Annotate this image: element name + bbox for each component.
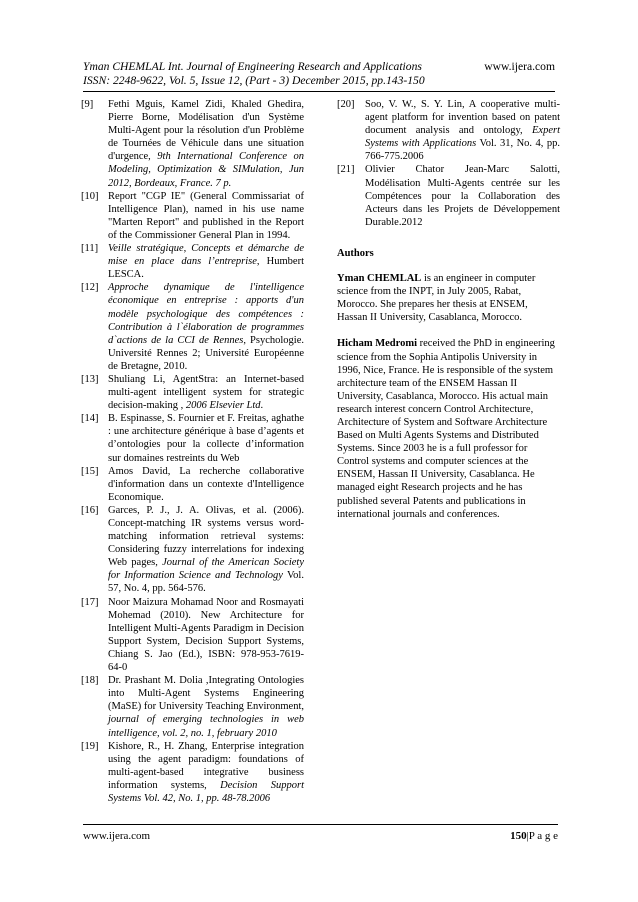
- reference-number: [21]: [337, 164, 355, 176]
- reference-segment: , Psychologie. Université Rennes 2; Université Européenne de Bretagne, 2010.: [108, 334, 304, 372]
- reference-number: [13]: [81, 373, 99, 385]
- reference-text: [108, 740, 304, 805]
- reference-source: 9th International Conference on Modeling, Optimization & SIMulation, Jun 2012, Bordeaux, France. 7 p.: [108, 151, 305, 189]
- reference-segment: Garces, P. J., J. A. Olivas, et al. (2006). Concept-matching IR systems versus word-matching information retrieval systems: Considering fuzzy interrelations for indexing Web pages,: [108, 504, 304, 569]
- authors-heading: Authors: [337, 247, 374, 259]
- reference-segment: Noor Maizura Mohamad Noor and Rosmayati Mohemad (2010). New Architecture for Intelligent Multi-Agents Paradigm in Decision Support System, Decision Support Systems, Chiang S. Jao (Ed.), ISBN: 978-953-7619- 64-0: [108, 596, 304, 674]
- reference-segment: Report "CGP IE" (General Commissariat of Intelligence Plan), named in his use name "Marten Report" and published in the Report of the Commissioner General Plan in 1994.: [108, 190, 304, 241]
- journal-title: Yman CHEMLAL Int. Journal of Engineering Research and Applications: [83, 60, 422, 73]
- reference-text: [108, 190, 304, 242]
- reference-item: [337, 163, 560, 228]
- reference-number: [12]: [81, 282, 99, 294]
- page-number: [510, 830, 558, 842]
- issn-line: ISSN: 2248-9622, Vol. 5, Issue 12, (Part - 3) December 2015, pp.143-150: [83, 74, 425, 87]
- footer-url[interactable]: www.ijera.com: [83, 830, 151, 842]
- reference-text: [108, 674, 304, 739]
- reference-source: journal of emerging technologies in web intelligence, vol. 2, no. 1, february 2010: [108, 714, 304, 739]
- reference-segment: Vol. 57, No. 4, pp. 564-576.: [108, 570, 304, 595]
- reference-source: Veille stratégique, Concepts et démarche de mise en place dans l’entreprise: [108, 243, 304, 268]
- reference-source: Approche dynamique de l'intelligence économique en entreprise : apports d'un modèle psychologique des compétences : Contribution à l`élaboration de programmes d`actions de la CCI de Rennes: [108, 282, 304, 346]
- reference-number: [15]: [81, 465, 99, 477]
- reference-item: [81, 242, 304, 281]
- reference-source: Expert Systems with Applications: [365, 125, 560, 150]
- reference-segment: Olivier Chator Jean-Marc Salotti, Modélisation Multi-Agents centrée sur les Compétences pour la Collaboration des Acteurs dans les Projets de Développement Durable.2012: [365, 164, 560, 228]
- reference-item: [81, 281, 304, 373]
- authors-section: [337, 272, 560, 521]
- author-bio: [337, 337, 560, 520]
- reference-text: [365, 163, 560, 228]
- journal-url[interactable]: www.ijera.com: [484, 60, 555, 73]
- reference-item: [81, 98, 304, 190]
- reference-item: [337, 98, 560, 163]
- running-header: [83, 60, 555, 88]
- reference-text: [108, 373, 304, 412]
- reference-item: [81, 412, 304, 464]
- reference-source: Decision Support Systems Vol. 42, No. 1, pp. 48-78.2006: [108, 779, 305, 804]
- reference-source: Journal of the American Society for Information Science and Technology: [108, 557, 304, 582]
- reference-text: [108, 242, 304, 281]
- author-name: Yman CHEMLAL: [337, 273, 422, 285]
- footer-rule: [83, 824, 558, 825]
- author-name: Hicham Medromi: [337, 338, 418, 350]
- reference-text: [365, 98, 560, 163]
- page-number-value: 150: [510, 830, 527, 842]
- reference-item: [81, 373, 304, 412]
- reference-item: [81, 504, 304, 596]
- reference-text: [108, 504, 304, 596]
- reference-text: [108, 412, 304, 464]
- reference-segment: Amos David, La recherche collaborative d'information dans un contexte d'Intelligence Economique.: [108, 465, 304, 503]
- author-bio: [337, 272, 560, 324]
- reference-segment: B. Espinasse, S. Fournier et F. Freitas, aghathe : une architecture générique à base d’agents et d’ontologies pour la collecte d’information sur domaines restreints du Web: [108, 413, 304, 464]
- reference-number: [16]: [81, 504, 99, 516]
- reference-item: [81, 596, 304, 675]
- reference-text: [108, 596, 304, 675]
- reference-segment: Fethi Mguis, Kamel Zidi, Khaled Ghedira, Pierre Borne, Modélisation d'un Système Multi-Agent pour la résolution d'un Problème de Tournées de Véhicule dans une situation d'urgence,: [108, 99, 304, 163]
- right-references: [337, 98, 560, 229]
- header-rule: [83, 91, 555, 92]
- reference-number: [17]: [81, 596, 99, 608]
- reference-segment: .: [260, 400, 264, 412]
- reference-text: [108, 98, 304, 190]
- reference-segment: Kishore, R., H. Zhang, Enterprise integration using the agent paradigm: foundations of multi-agent-based integrative business information systems,: [108, 740, 304, 791]
- reference-segment: Vol. 31, No. 4, pp. 766-775.2006: [365, 138, 560, 163]
- reference-number: [11]: [81, 243, 99, 255]
- left-column: [81, 98, 304, 805]
- author-bio-text: is an engineer in computer science from the INPT, in July 2005, Rabat, Morocco. She prepares her thesis at ENSEM, Hassan II University, Casablanca, Morocco.: [337, 273, 536, 324]
- reference-text: [108, 465, 304, 504]
- reference-segment: Soo, V. W., S. Y. Lin, A cooperative multi-agent platform for invention based on patent document analysis and ontology,: [365, 99, 560, 137]
- page-label: |P a g e: [526, 830, 558, 842]
- reference-item: [81, 190, 304, 242]
- reference-number: [14]: [81, 413, 99, 425]
- reference-segment: , Humbert LESCA.: [108, 256, 304, 281]
- reference-number: [18]: [81, 675, 99, 687]
- right-column: [337, 98, 560, 534]
- reference-number: [9]: [81, 99, 94, 110]
- reference-segment: Dr. Prashant M. Dolia ,Integrating Ontologies into Multi-Agent Systems Engineering (MaSE) for University Teaching Environment,: [108, 675, 304, 713]
- reference-item: [81, 674, 304, 739]
- reference-item: [81, 740, 304, 805]
- reference-segment: Shuliang Li, AgentStra: an Internet-based multi-agent intelligent system for strategic decision-making ,: [108, 373, 304, 412]
- reference-number: [19]: [81, 740, 99, 752]
- reference-text: [108, 281, 304, 373]
- author-bio-text: received the PhD in engineering science from the Sophia Antipolis University in 1996, Nice, France. He is responsible of the system architecture team of the ENSEM Hassan II University, Casablanca, Morocco. His actual main research interest concern Control Architecture, Architecture of System and Software Architecture Based on Multi Agents Systems and Distributed Systems. Since 2003 he is a full professor for Control systems and computer sciences at the ENSEM, Hassan II University, Casablanca. He managed eight Research projects and he has published several Patents and publications in international journals and conferences.: [337, 338, 555, 520]
- reference-source: 2006 Elsevier Ltd: [185, 400, 261, 412]
- reference-number: [10]: [81, 190, 99, 202]
- reference-number: [20]: [337, 99, 355, 110]
- reference-item: [81, 465, 304, 504]
